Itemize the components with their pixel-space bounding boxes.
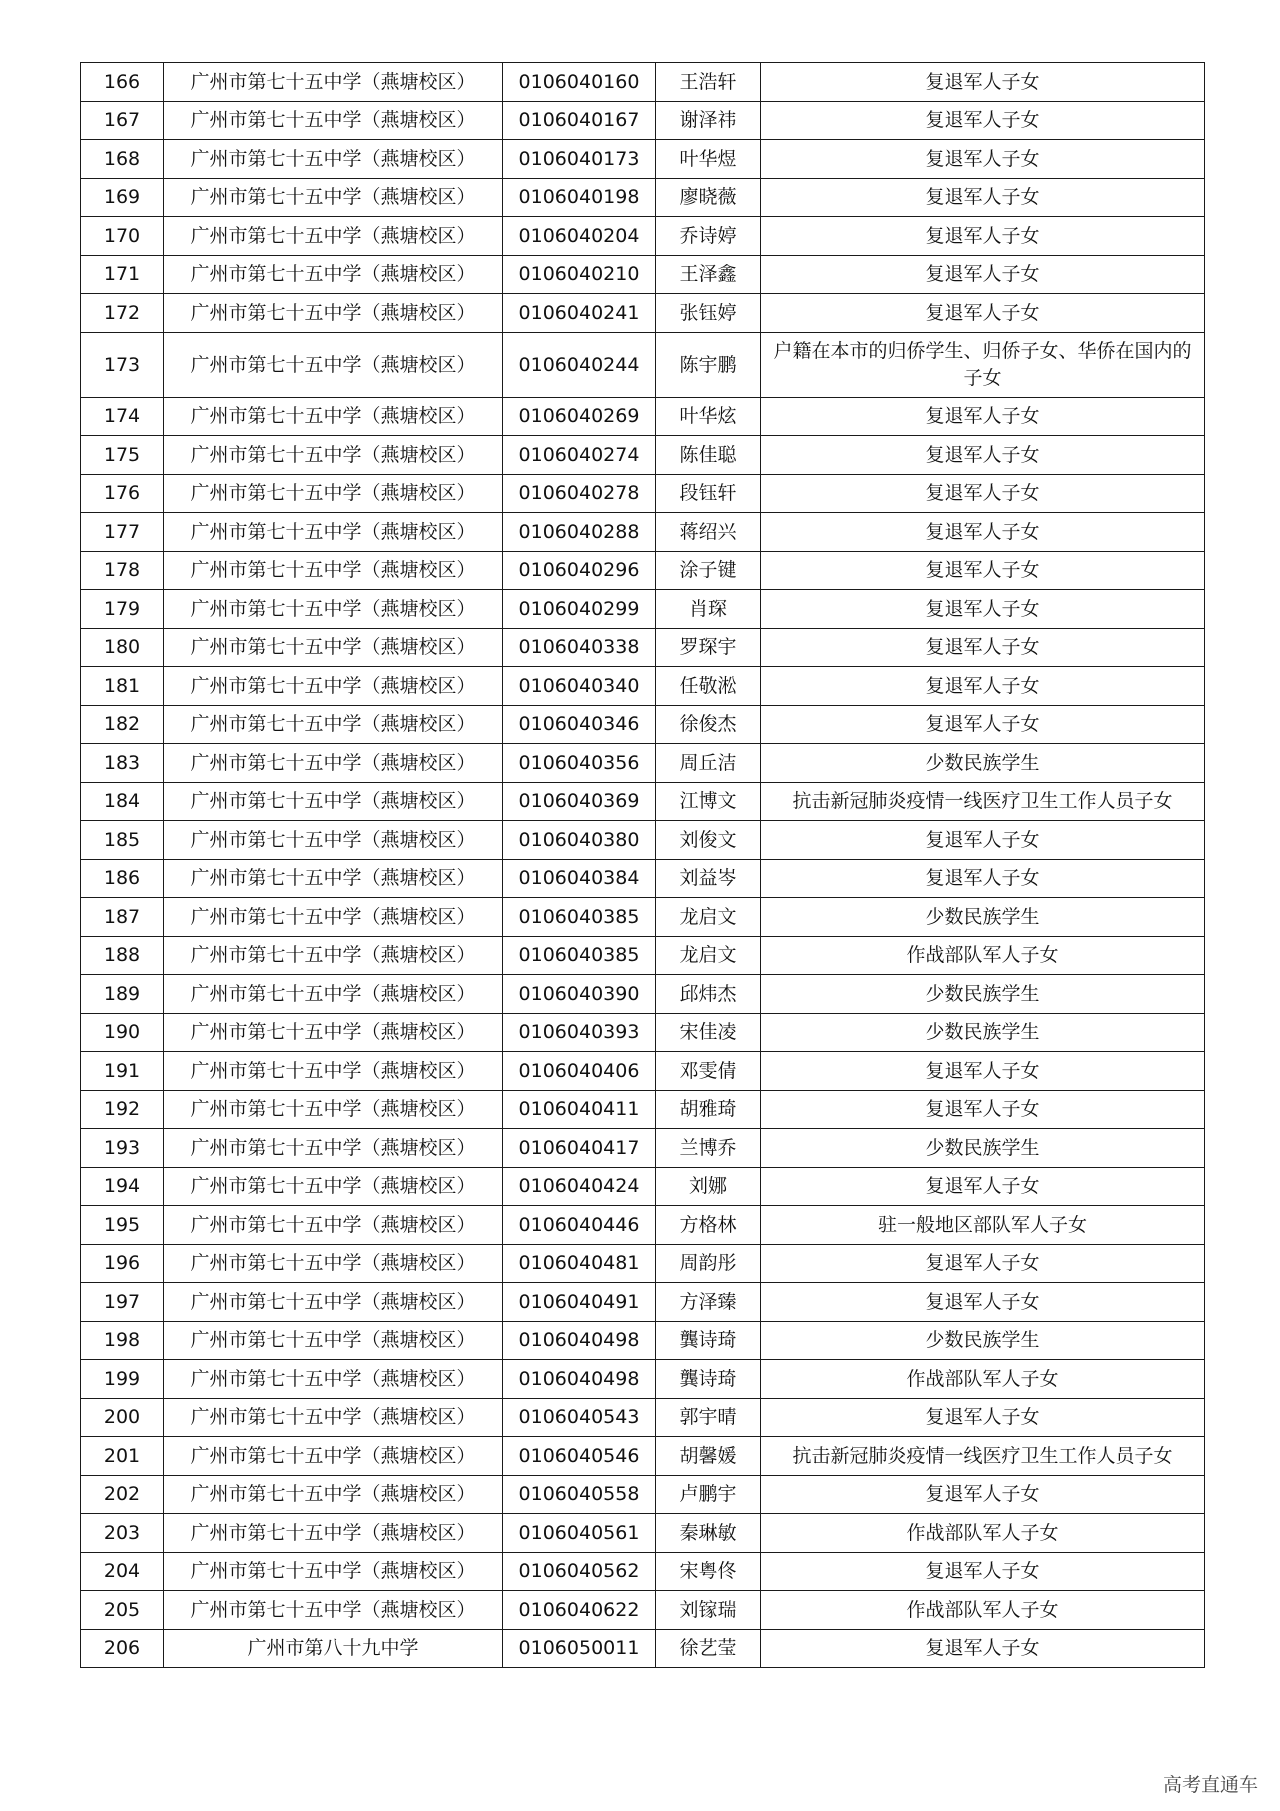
table-row: [81, 1283, 1205, 1322]
admission-table: [80, 62, 1205, 1668]
row-number: 182: [81, 705, 164, 744]
school-name: 广州市第七十五中学（燕塘校区）: [164, 332, 503, 397]
row-number: 168: [81, 140, 164, 179]
student-id: 0106040384: [503, 859, 656, 898]
category: 复退军人子女: [761, 436, 1205, 475]
student-name: 刘镓瑞: [656, 1591, 761, 1630]
category: 复退军人子女: [761, 1052, 1205, 1091]
school-name: 广州市第七十五中学（燕塘校区）: [164, 1360, 503, 1399]
category: 复退军人子女: [761, 101, 1205, 140]
student-id: 0106040340: [503, 667, 656, 706]
student-id: 0106050011: [503, 1629, 656, 1668]
table-row: [81, 140, 1205, 179]
category: 复退军人子女: [761, 705, 1205, 744]
school-name: 广州市第七十五中学（燕塘校区）: [164, 628, 503, 667]
category: 复退军人子女: [761, 474, 1205, 513]
student-id: 0106040622: [503, 1591, 656, 1630]
row-number: 170: [81, 217, 164, 256]
row-number: 205: [81, 1591, 164, 1630]
student-id: 0106040558: [503, 1475, 656, 1514]
school-name: 广州市第七十五中学（燕塘校区）: [164, 63, 503, 102]
student-id: 0106040424: [503, 1167, 656, 1206]
category: 复退军人子女: [761, 1398, 1205, 1437]
category: 复退军人子女: [761, 1552, 1205, 1591]
table-row: [81, 513, 1205, 552]
school-name: 广州市第七十五中学（燕塘校区）: [164, 1052, 503, 1091]
category: 作战部队军人子女: [761, 1591, 1205, 1630]
table-row: [81, 936, 1205, 975]
table-row: [81, 1129, 1205, 1168]
student-id: 0106040491: [503, 1283, 656, 1322]
student-id: 0106040369: [503, 782, 656, 821]
student-id: 0106040241: [503, 294, 656, 333]
student-name: 段钰轩: [656, 474, 761, 513]
table-row: [81, 294, 1205, 333]
table-row: [81, 782, 1205, 821]
table-row: [81, 1013, 1205, 1052]
table-row: [81, 705, 1205, 744]
student-id: 0106040446: [503, 1206, 656, 1245]
category: 抗击新冠肺炎疫情一线医疗卫生工作人员子女: [761, 1437, 1205, 1476]
table-row: [81, 551, 1205, 590]
category: 复退军人子女: [761, 140, 1205, 179]
row-number: 190: [81, 1013, 164, 1052]
student-id: 0106040274: [503, 436, 656, 475]
table-row: [81, 1206, 1205, 1245]
student-id: 0106040393: [503, 1013, 656, 1052]
student-name: 蒋绍兴: [656, 513, 761, 552]
student-name: 徐俊杰: [656, 705, 761, 744]
student-name: 秦琳敏: [656, 1514, 761, 1553]
school-name: 广州市第七十五中学（燕塘校区）: [164, 1206, 503, 1245]
table-row: [81, 474, 1205, 513]
school-name: 广州市第七十五中学（燕塘校区）: [164, 744, 503, 783]
school-name: 广州市第七十五中学（燕塘校区）: [164, 551, 503, 590]
row-number: 187: [81, 898, 164, 937]
category: 复退军人子女: [761, 217, 1205, 256]
school-name: 广州市第七十五中学（燕塘校区）: [164, 140, 503, 179]
row-number: 174: [81, 397, 164, 436]
student-id: 0106040385: [503, 936, 656, 975]
school-name: 广州市第七十五中学（燕塘校区）: [164, 1013, 503, 1052]
student-name: 涂子键: [656, 551, 761, 590]
school-name: 广州市第七十五中学（燕塘校区）: [164, 936, 503, 975]
student-id: 0106040173: [503, 140, 656, 179]
category: 少数民族学生: [761, 898, 1205, 937]
school-name: 广州市第七十五中学（燕塘校区）: [164, 1591, 503, 1630]
row-number: 166: [81, 63, 164, 102]
table-row: [81, 859, 1205, 898]
student-id: 0106040562: [503, 1552, 656, 1591]
table-row: [81, 178, 1205, 217]
student-name: 陈宇鹏: [656, 332, 761, 397]
school-name: 广州市第七十五中学（燕塘校区）: [164, 294, 503, 333]
student-name: 肖琛: [656, 590, 761, 629]
table-row: [81, 1321, 1205, 1360]
table-row: [81, 255, 1205, 294]
school-name: 广州市第七十五中学（燕塘校区）: [164, 101, 503, 140]
student-name: 兰博乔: [656, 1129, 761, 1168]
table-row: [81, 1591, 1205, 1630]
row-number: 188: [81, 936, 164, 975]
student-id: 0106040296: [503, 551, 656, 590]
row-number: 191: [81, 1052, 164, 1091]
student-name: 罗琛宇: [656, 628, 761, 667]
row-number: 193: [81, 1129, 164, 1168]
student-id: 0106040210: [503, 255, 656, 294]
student-name: 方格林: [656, 1206, 761, 1245]
school-name: 广州市第七十五中学（燕塘校区）: [164, 178, 503, 217]
category: 复退军人子女: [761, 294, 1205, 333]
student-name: 叶华炫: [656, 397, 761, 436]
row-number: 179: [81, 590, 164, 629]
student-name: 廖晓薇: [656, 178, 761, 217]
watermark: 高考直通车: [1162, 1774, 1258, 1796]
student-name: 叶华煜: [656, 140, 761, 179]
student-name: 方泽臻: [656, 1283, 761, 1322]
row-number: 195: [81, 1206, 164, 1245]
student-id: 0106040356: [503, 744, 656, 783]
school-name: 广州市第七十五中学（燕塘校区）: [164, 1437, 503, 1476]
school-name: 广州市第七十五中学（燕塘校区）: [164, 1167, 503, 1206]
row-number: 189: [81, 975, 164, 1014]
category: 作战部队军人子女: [761, 1514, 1205, 1553]
school-name: 广州市第七十五中学（燕塘校区）: [164, 590, 503, 629]
category: 驻一般地区部队军人子女: [761, 1206, 1205, 1245]
row-number: 199: [81, 1360, 164, 1399]
school-name: 广州市第七十五中学（燕塘校区）: [164, 255, 503, 294]
category: 复退军人子女: [761, 667, 1205, 706]
student-id: 0106040346: [503, 705, 656, 744]
school-name: 广州市第七十五中学（燕塘校区）: [164, 898, 503, 937]
row-number: 200: [81, 1398, 164, 1437]
table-row: [81, 1475, 1205, 1514]
school-name: 广州市第七十五中学（燕塘校区）: [164, 1321, 503, 1360]
student-name: 刘益岑: [656, 859, 761, 898]
table-row: [81, 1552, 1205, 1591]
category: 复退军人子女: [761, 178, 1205, 217]
row-number: 178: [81, 551, 164, 590]
category: 复退军人子女: [761, 628, 1205, 667]
row-number: 203: [81, 1514, 164, 1553]
student-id: 0106040167: [503, 101, 656, 140]
category: 复退军人子女: [761, 551, 1205, 590]
row-number: 167: [81, 101, 164, 140]
category: 抗击新冠肺炎疫情一线医疗卫生工作人员子女: [761, 782, 1205, 821]
row-number: 202: [81, 1475, 164, 1514]
school-name: 广州市第七十五中学（燕塘校区）: [164, 821, 503, 860]
student-id: 0106040498: [503, 1360, 656, 1399]
student-id: 0106040546: [503, 1437, 656, 1476]
table-row: [81, 744, 1205, 783]
category: 少数民族学生: [761, 1013, 1205, 1052]
student-id: 0106040278: [503, 474, 656, 513]
school-name: 广州市第七十五中学（燕塘校区）: [164, 1244, 503, 1283]
row-number: 180: [81, 628, 164, 667]
row-number: 181: [81, 667, 164, 706]
category: 复退军人子女: [761, 255, 1205, 294]
category: 户籍在本市的归侨学生、归侨子女、华侨在国内的子女: [761, 332, 1205, 397]
table-row: [81, 1514, 1205, 1553]
school-name: 广州市第七十五中学（燕塘校区）: [164, 1475, 503, 1514]
table-row: [81, 1052, 1205, 1091]
document-sheet: [80, 62, 1204, 1668]
table-row: [81, 1090, 1205, 1129]
student-id: 0106040543: [503, 1398, 656, 1437]
row-number: 169: [81, 178, 164, 217]
student-id: 0106040160: [503, 63, 656, 102]
school-name: 广州市第七十五中学（燕塘校区）: [164, 436, 503, 475]
student-name: 龔诗琦: [656, 1360, 761, 1399]
category: 复退军人子女: [761, 1244, 1205, 1283]
student-name: 龙启文: [656, 936, 761, 975]
row-number: 194: [81, 1167, 164, 1206]
student-name: 江博文: [656, 782, 761, 821]
student-name: 乔诗婷: [656, 217, 761, 256]
table-row: [81, 1437, 1205, 1476]
school-name: 广州市第七十五中学（燕塘校区）: [164, 705, 503, 744]
table-row: [81, 217, 1205, 256]
student-id: 0106040406: [503, 1052, 656, 1091]
row-number: 176: [81, 474, 164, 513]
category: 少数民族学生: [761, 1129, 1205, 1168]
student-name: 宋粤佟: [656, 1552, 761, 1591]
category: 复退军人子女: [761, 1475, 1205, 1514]
student-id: 0106040481: [503, 1244, 656, 1283]
student-name: 周丘洁: [656, 744, 761, 783]
row-number: 172: [81, 294, 164, 333]
table-row: [81, 590, 1205, 629]
school-name: 广州市第七十五中学（燕塘校区）: [164, 1514, 503, 1553]
school-name: 广州市第七十五中学（燕塘校区）: [164, 397, 503, 436]
student-name: 王浩轩: [656, 63, 761, 102]
student-name: 刘娜: [656, 1167, 761, 1206]
row-number: 175: [81, 436, 164, 475]
student-id: 0106040204: [503, 217, 656, 256]
row-number: 197: [81, 1283, 164, 1322]
student-name: 徐艺莹: [656, 1629, 761, 1668]
school-name: 广州市第七十五中学（燕塘校区）: [164, 1552, 503, 1591]
student-name: 邓雯倩: [656, 1052, 761, 1091]
school-name: 广州市第七十五中学（燕塘校区）: [164, 1283, 503, 1322]
row-number: 173: [81, 332, 164, 397]
student-id: 0106040561: [503, 1514, 656, 1553]
row-number: 177: [81, 513, 164, 552]
student-name: 刘俊文: [656, 821, 761, 860]
row-number: 206: [81, 1629, 164, 1668]
student-name: 陈佳聪: [656, 436, 761, 475]
student-name: 胡馨媛: [656, 1437, 761, 1476]
table-row: [81, 63, 1205, 102]
school-name: 广州市第七十五中学（燕塘校区）: [164, 859, 503, 898]
school-name: 广州市第八十九中学: [164, 1629, 503, 1668]
row-number: 198: [81, 1321, 164, 1360]
student-name: 宋佳凌: [656, 1013, 761, 1052]
table-row: [81, 975, 1205, 1014]
student-id: 0106040269: [503, 397, 656, 436]
student-name: 任敬淞: [656, 667, 761, 706]
category: 复退军人子女: [761, 1283, 1205, 1322]
student-id: 0106040198: [503, 178, 656, 217]
row-number: 183: [81, 744, 164, 783]
table-row: [81, 821, 1205, 860]
category: 复退军人子女: [761, 859, 1205, 898]
table-row: [81, 667, 1205, 706]
row-number: 184: [81, 782, 164, 821]
table-row: [81, 397, 1205, 436]
row-number: 185: [81, 821, 164, 860]
category: 少数民族学生: [761, 975, 1205, 1014]
table-row: [81, 1244, 1205, 1283]
student-id: 0106040288: [503, 513, 656, 552]
category: 复退军人子女: [761, 397, 1205, 436]
student-id: 0106040411: [503, 1090, 656, 1129]
category: 复退军人子女: [761, 1629, 1205, 1668]
category: 少数民族学生: [761, 1321, 1205, 1360]
student-name: 胡雅琦: [656, 1090, 761, 1129]
category: 复退军人子女: [761, 513, 1205, 552]
row-number: 201: [81, 1437, 164, 1476]
row-number: 171: [81, 255, 164, 294]
category: 复退军人子女: [761, 1090, 1205, 1129]
school-name: 广州市第七十五中学（燕塘校区）: [164, 975, 503, 1014]
category: 复退军人子女: [761, 1167, 1205, 1206]
school-name: 广州市第七十五中学（燕塘校区）: [164, 474, 503, 513]
category: 复退军人子女: [761, 821, 1205, 860]
school-name: 广州市第七十五中学（燕塘校区）: [164, 217, 503, 256]
student-id: 0106040498: [503, 1321, 656, 1360]
school-name: 广州市第七十五中学（燕塘校区）: [164, 1090, 503, 1129]
table-row: [81, 1629, 1205, 1668]
student-id: 0106040244: [503, 332, 656, 397]
student-name: 龔诗琦: [656, 1321, 761, 1360]
student-id: 0106040417: [503, 1129, 656, 1168]
school-name: 广州市第七十五中学（燕塘校区）: [164, 1129, 503, 1168]
row-number: 196: [81, 1244, 164, 1283]
table-body: [81, 63, 1205, 1668]
school-name: 广州市第七十五中学（燕塘校区）: [164, 782, 503, 821]
category: 作战部队军人子女: [761, 1360, 1205, 1399]
student-name: 王泽鑫: [656, 255, 761, 294]
table-row: [81, 332, 1205, 397]
school-name: 广州市第七十五中学（燕塘校区）: [164, 667, 503, 706]
student-name: 周韵彤: [656, 1244, 761, 1283]
school-name: 广州市第七十五中学（燕塘校区）: [164, 513, 503, 552]
table-row: [81, 628, 1205, 667]
student-id: 0106040338: [503, 628, 656, 667]
student-name: 龙启文: [656, 898, 761, 937]
category: 少数民族学生: [761, 744, 1205, 783]
table-row: [81, 898, 1205, 937]
school-name: 广州市第七十五中学（燕塘校区）: [164, 1398, 503, 1437]
table-row: [81, 101, 1205, 140]
table-row: [81, 1167, 1205, 1206]
row-number: 186: [81, 859, 164, 898]
student-name: 卢鹏宇: [656, 1475, 761, 1514]
category: 复退军人子女: [761, 63, 1205, 102]
student-name: 谢泽祎: [656, 101, 761, 140]
row-number: 192: [81, 1090, 164, 1129]
table-row: [81, 1398, 1205, 1437]
table-row: [81, 1360, 1205, 1399]
category: 复退军人子女: [761, 590, 1205, 629]
student-name: 张钰婷: [656, 294, 761, 333]
row-number: 204: [81, 1552, 164, 1591]
student-id: 0106040385: [503, 898, 656, 937]
student-id: 0106040390: [503, 975, 656, 1014]
student-id: 0106040380: [503, 821, 656, 860]
student-id: 0106040299: [503, 590, 656, 629]
category: 作战部队军人子女: [761, 936, 1205, 975]
table-row: [81, 436, 1205, 475]
student-name: 邱炜杰: [656, 975, 761, 1014]
student-name: 郭宇晴: [656, 1398, 761, 1437]
